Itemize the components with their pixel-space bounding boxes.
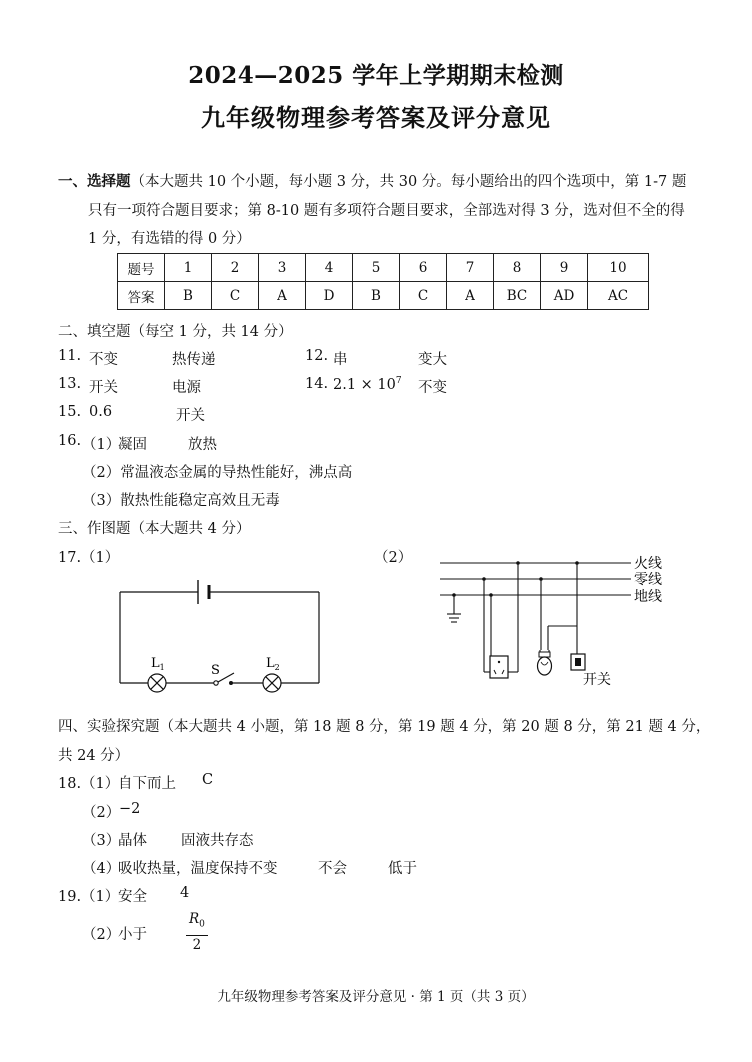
socket-icon (490, 656, 508, 678)
ground-wire-label: 地线 (634, 589, 662, 605)
q14-answer-base: 2.1 × 10 (333, 376, 396, 393)
q19-part2-answer: 小于 (118, 927, 147, 943)
q18-part1-answer-2: C (202, 772, 214, 788)
q16-part1-answer-2: 放热 (188, 437, 217, 453)
q11-answer-2: 热传递 (172, 352, 216, 368)
table-cell: B (165, 282, 212, 310)
table-cell: 8 (494, 254, 541, 282)
table-cell: D (306, 282, 353, 310)
section1-line1 (58, 170, 686, 191)
lamp-l1-label: $L_1$ (151, 656, 165, 672)
section3-heading: 三、作图题（本大题共 4 分） (58, 521, 251, 537)
lamp-l2-icon (263, 674, 281, 692)
live-wire-label: 火线 (634, 556, 662, 572)
series-circuit-diagram (110, 570, 330, 700)
q16-part1-label: （1） (82, 437, 121, 453)
q15-num: 15. (58, 404, 82, 420)
table-cell: 9 (541, 254, 588, 282)
q12-num: 12. (305, 348, 329, 364)
section1-desc-2: 只有一项符合题目要求；第 8-10 题有多项符合题目要求，全部选对得 3 分，选对但不全的得 (88, 203, 685, 219)
title-line-2: 九年级物理参考答案及评分意见 (201, 103, 551, 132)
table-cell: 10 (588, 254, 649, 282)
table-cell: 5 (353, 254, 400, 282)
q19-part1-answer-2: 4 (180, 885, 190, 901)
q19-part1-answer-1: 安全 (118, 889, 147, 905)
light-bulb-icon (538, 650, 552, 675)
q19-fraction (186, 910, 208, 955)
q11-num: 11. (58, 348, 82, 364)
q17-part2-label: （2） (374, 550, 413, 566)
table-cell: BC (494, 282, 541, 310)
q14-answer-2: 不变 (418, 380, 447, 396)
section1-desc-3: 1 分，有选错的得 0 分） (88, 231, 251, 247)
q16-part3: （3）散热性能稳定高效且无毒 (82, 493, 280, 509)
q12-answer-1: 串 (333, 352, 348, 368)
q16-part2: （2）常温液态金属的导热性能好，沸点高 (82, 465, 353, 481)
q14-answer-exponent: 7 (395, 376, 402, 386)
q19-part1-label: 19.（1） (58, 889, 120, 905)
q18-part3-label: （3） (82, 833, 121, 849)
page-footer: 九年级物理参考答案及评分意见 · 第 1 页（共 3 页） (217, 989, 535, 1005)
table-cell: 6 (400, 254, 447, 282)
lamp-l2-label: $L_2$ (266, 656, 280, 672)
q16-part1-answer-1: 凝固 (118, 437, 147, 453)
household-wiring-diagram (436, 552, 676, 694)
answer-table (117, 253, 649, 310)
table-cell: 7 (447, 254, 494, 282)
q13-answer-1: 开关 (89, 380, 118, 396)
q13-answer-2: 电源 (172, 380, 201, 396)
section4-heading-1: 四、实验探究题（本大题共 4 小题，第 18 题 8 分，第 19 题 4 分，第 20 题 8 分，第 21 题 4 分， (58, 719, 711, 735)
q18-part1-label: 18.（1） (58, 776, 120, 792)
table-cell: A (447, 282, 494, 310)
q18-part2-label: （2） (82, 805, 121, 821)
q18-part3-answer-2: 固液共存态 (181, 833, 254, 849)
q18-part4-answer-3: 低于 (388, 861, 417, 877)
section1-desc-1: （本大题共 10 个小题，每小题 3 分，共 30 分。每小题给出的四个选项中，第 1-7 题 (130, 174, 687, 190)
q15-answer-2: 开关 (176, 408, 205, 424)
q13-num: 13. (58, 376, 82, 392)
q19-part2-label: （2） (82, 927, 121, 943)
neutral-wire-label: 零线 (634, 572, 662, 588)
row-label-number: 题号 (118, 254, 165, 282)
lamp-l1-icon (148, 674, 166, 692)
q14-num: 14. (305, 376, 329, 392)
table-cell: A (259, 282, 306, 310)
table-row-answers (118, 282, 649, 310)
q18-part2-answer: −2 (119, 801, 141, 817)
row-label-answer: 答案 (118, 282, 165, 310)
table-cell: AC (588, 282, 649, 310)
fraction-denominator: 2 (192, 936, 202, 953)
q18-part1-answer-1: 自下而上 (118, 776, 176, 792)
table-cell: C (400, 282, 447, 310)
section1-label: 一、选择题 (58, 173, 131, 190)
q14-answer-1 (333, 376, 402, 393)
table-cell: C (212, 282, 259, 310)
wall-switch-icon (571, 650, 585, 670)
q16-num: 16. (58, 433, 82, 449)
q15-answer-1: 0.6 (89, 404, 113, 420)
table-row-numbers (118, 254, 649, 282)
q18-part3-answer-1: 晶体 (118, 833, 147, 849)
section2-heading: 二、填空题（每空 1 分，共 14 分） (58, 324, 293, 340)
q18-part4-answer-2: 不会 (318, 861, 347, 877)
section4-heading-2: 共 24 分） (58, 748, 130, 764)
table-cell: AD (541, 282, 588, 310)
table-cell: B (353, 282, 400, 310)
table-cell: 3 (259, 254, 306, 282)
table-cell: 1 (165, 254, 212, 282)
q17-label: 17.（1） (58, 550, 120, 566)
q11-answer-1: 不变 (89, 352, 118, 368)
title-line-1: 2024—2025 学年上学期期末检测 (188, 62, 564, 89)
q12-answer-2: 变大 (418, 352, 447, 368)
switch-label: 开关 (583, 672, 611, 688)
q18-part4-label: （4） (82, 861, 121, 877)
q18-part4-answer-1: 吸收热量，温度保持不变 (118, 861, 278, 877)
fraction-numerator: $R_0$ (186, 910, 208, 936)
table-cell: 4 (306, 254, 353, 282)
switch-s-label: S (211, 663, 220, 678)
table-cell: 2 (212, 254, 259, 282)
